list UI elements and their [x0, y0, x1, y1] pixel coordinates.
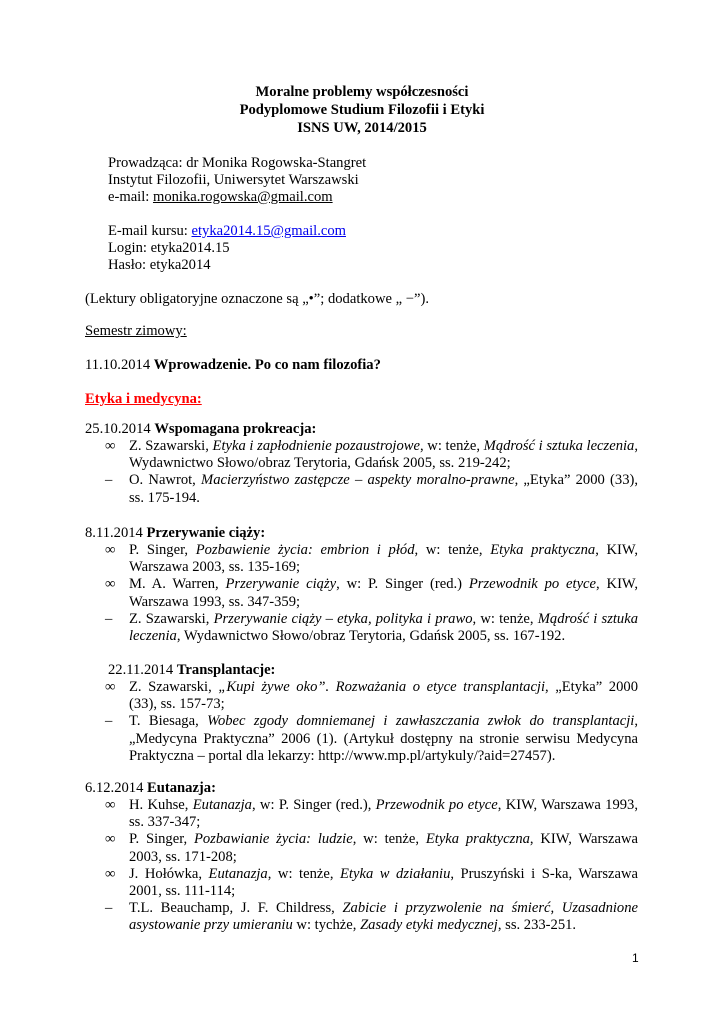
- course-email-line: [108, 223, 346, 240]
- reading-item: [85, 797, 638, 831]
- additional-bullet-icon: –: [105, 472, 113, 489]
- password-line: Hasło: etyka2014: [108, 257, 211, 273]
- reading-list: [85, 542, 638, 645]
- email-line: [108, 189, 333, 206]
- doc-title: Moralne problemy współczesności: [255, 84, 469, 100]
- reading-list: [85, 797, 638, 935]
- reading-item: [85, 831, 638, 865]
- additional-bullet-icon: –: [105, 610, 113, 627]
- course-email-label: E-mail kursu:: [108, 223, 192, 239]
- reading-text: H. Kuhse, Eutanazja, w: P. Singer (red.), Przewodnik po etyce, KIW, Warszawa 1993, ss. 337-347;: [129, 797, 638, 831]
- reading-list: [85, 438, 638, 507]
- session-heading: [85, 421, 316, 438]
- session-heading: [85, 525, 265, 542]
- session-date: 25.10.2014: [85, 421, 155, 437]
- email-link[interactable]: monika.rogowska@gmail.com: [152, 189, 333, 205]
- required-bullet-icon: ∞: [105, 438, 116, 454]
- required-bullet-icon: ∞: [105, 679, 116, 695]
- reading-text: Z. Szawarski, Etyka i zapłodnienie pozaustrojowe, w: tenże, Mądrość i sztuka leczenia, Wydawnictwo Słowo/obraz Terytoria, Gdańsk 2005, ss. 219-242;: [129, 438, 638, 472]
- reading-item: [85, 576, 638, 610]
- required-bullet-icon: ∞: [105, 542, 116, 558]
- doc-subtitle: Podyplomowe Studium Filozofii i Etyki: [239, 102, 485, 118]
- reading-list: [85, 679, 638, 765]
- required-bullet-icon: ∞: [105, 865, 116, 882]
- intro-title: Wprowadzenie. Po co nam filozofia?: [153, 357, 381, 373]
- institute-line: Instytut Filozofii, Uniwersytet Warszawski: [108, 172, 359, 188]
- reading-item: [85, 542, 638, 576]
- semester-heading: Semestr zimowy:: [85, 323, 187, 339]
- session-date: 8.11.2014: [85, 525, 147, 541]
- reading-text: Z. Szawarski, Przerywanie ciąży – etyka, polityka i prawo, w: tenże, Mądrość i sztuka leczenia, Wydawnictwo Słowo/obraz Terytoria, Gdańsk 2005, ss. 167-192.: [129, 610, 638, 645]
- login-line: Login: etyka2014.15: [108, 240, 230, 256]
- reading-text: P. Singer, Pozbawianie życia: ludzie, w: tenże, Etyka praktyczna, KIW, Warszawa 2003, ss. 171-208;: [129, 831, 639, 865]
- reading-text: T. Biesaga, Wobec zgody domniemanej i zawłaszczania zwłok do transplantacji, „Medycyna Praktyczna” 2006 (1). (Artykuł dostępny na stronie serwisu Medycyna Praktyczna – portal dla lekarzy: http://www.mp.pl/artykuly/?aid=27457).: [129, 713, 638, 764]
- reading-text: P. Singer, Pozbawienie życia: embrion i płód, w: tenże, Etyka praktyczna, KIW, Warszawa 2003, ss. 135-169;: [129, 542, 639, 576]
- legend-line: (Lektury obligatoryjne oznaczone są „•”; dodatkowe „ −”).: [85, 291, 429, 307]
- session-heading: [85, 780, 216, 797]
- session-date: 22.11.2014: [108, 662, 177, 678]
- session-title: Eutanazja:: [147, 780, 216, 796]
- required-bullet-icon: ∞: [105, 797, 116, 813]
- course-email-link[interactable]: etyka2014.15@gmail.com: [191, 223, 346, 239]
- session-date: 6.12.2014: [85, 780, 148, 796]
- reading-text: M. A. Warren, Przerywanie ciąży, w: P. Singer (red.) Przewodnik po etyce, KIW, Warszawa 1993, ss. 347-359;: [129, 576, 639, 610]
- reading-item: [85, 900, 638, 934]
- lecturer-line: Prowadząca: dr Monika Rogowska-Stangret: [108, 155, 367, 171]
- email-label: e-mail:: [108, 189, 153, 205]
- session-title: Wspomagana prokreacja:: [154, 421, 317, 437]
- section-heading: Etyka i medycyna:: [85, 391, 202, 407]
- reading-item: [85, 866, 638, 900]
- page-number: 1: [632, 951, 639, 965]
- session-title: Transplantacje:: [176, 662, 276, 678]
- required-bullet-icon: ∞: [105, 576, 116, 593]
- reading-item: [85, 713, 638, 765]
- reading-item: [85, 438, 638, 472]
- session-heading: [108, 662, 275, 679]
- session-title: Przerywanie ciąży:: [146, 525, 266, 541]
- reading-item: [85, 679, 638, 713]
- reading-item: [85, 472, 638, 506]
- additional-bullet-icon: –: [105, 900, 113, 917]
- additional-bullet-icon: –: [105, 713, 113, 730]
- reading-item: [85, 611, 638, 645]
- reading-text: T.L. Beauchamp, J. F. Childress, Zabicie i przyzwolenie na śmierć, Uzasadnione asystowanie przy umieraniu w: tychże, Zasady etyki medycznej, ss. 233-251.: [129, 900, 638, 934]
- intro-session: [85, 357, 381, 374]
- intro-date: 11.10.2014: [85, 357, 154, 373]
- reading-text: O. Nawrot, Macierzyństwo zastępcze – aspekty moralno-prawne, „Etyka” 2000 (33), ss. 175-194.: [129, 472, 639, 506]
- reading-text: Z. Szawarski, „Kupi żywe oko”. Rozważania o etyce transplantacji, „Etyka” 2000 (33), ss. 157-73;: [129, 679, 638, 713]
- required-bullet-icon: ∞: [105, 831, 116, 848]
- reading-text: J. Hołówka, Eutanazja, w: tenże, Etyka w działaniu, Pruszyński i S-ka, Warszawa 2001, ss. 111-114;: [129, 865, 638, 900]
- doc-term: ISNS UW, 2014/2015: [297, 120, 427, 136]
